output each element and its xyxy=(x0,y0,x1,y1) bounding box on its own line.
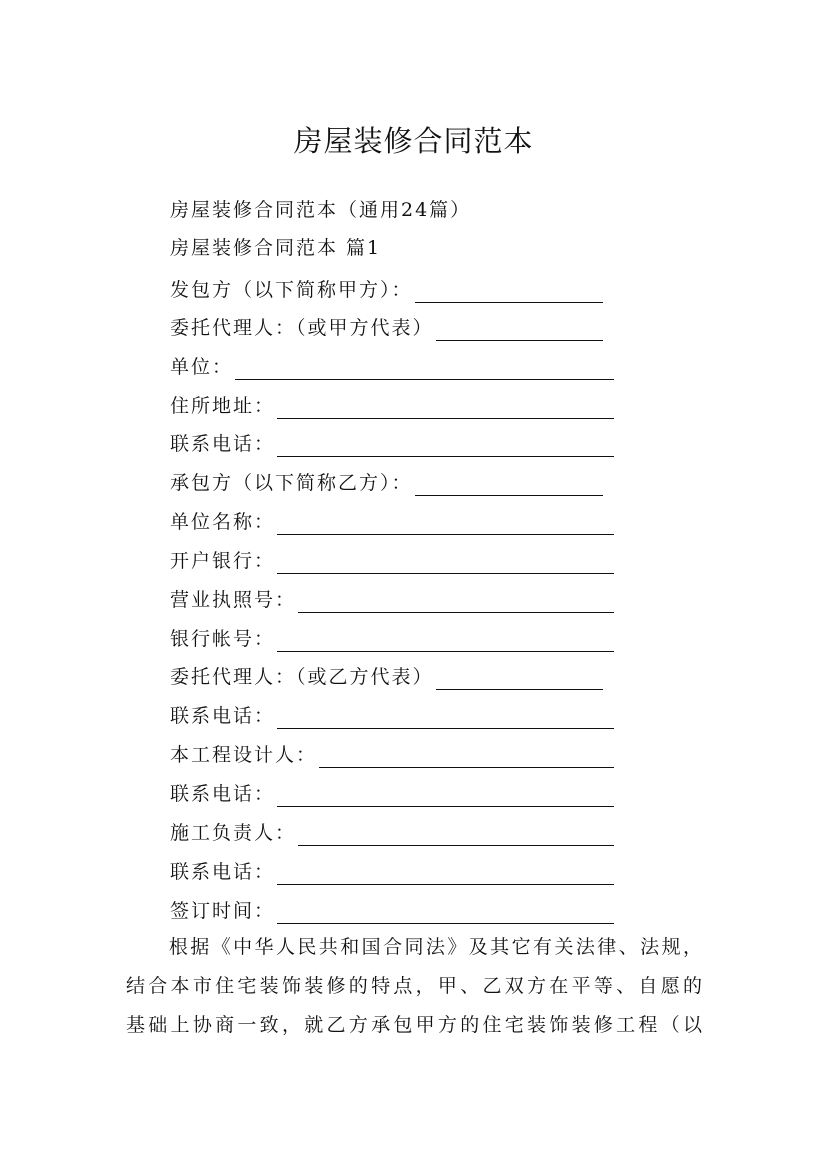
field-row xyxy=(170,739,614,771)
field-row xyxy=(170,700,614,732)
field-label: 委托代理人：（或乙方代表） xyxy=(170,666,434,688)
field-label: 施工负责人： xyxy=(170,822,297,844)
field-label: 住所地址： xyxy=(170,395,276,417)
field-row xyxy=(170,817,614,849)
body-line: 结合本市住宅装饰装修的特点，甲、乙双方在平等、自愿的 xyxy=(126,975,704,997)
field-blank[interactable] xyxy=(277,903,614,924)
field-blank[interactable] xyxy=(277,398,614,419)
field-label: 单位： xyxy=(170,356,234,378)
field-label: 开户银行： xyxy=(170,550,276,572)
document-title: 房屋装修合同范本 xyxy=(293,124,534,159)
section-heading: 房屋装修合同范本 篇1 xyxy=(170,237,382,259)
field-label: 单位名称： xyxy=(170,511,276,533)
field-label: 签订时间： xyxy=(170,900,276,922)
field-blank[interactable] xyxy=(235,359,614,380)
field-label: 联系电话： xyxy=(170,433,276,455)
field-label: 联系电话： xyxy=(170,861,276,883)
field-row xyxy=(170,856,614,888)
field-blank[interactable] xyxy=(415,475,603,496)
field-blank[interactable] xyxy=(319,747,614,768)
field-row xyxy=(170,778,614,810)
field-blank[interactable] xyxy=(277,631,614,652)
field-blank[interactable] xyxy=(277,708,614,729)
field-label: 发包方（以下简称甲方）： xyxy=(170,279,413,301)
field-blank[interactable] xyxy=(415,282,603,303)
field-blank[interactable] xyxy=(298,825,614,846)
field-row xyxy=(170,390,614,422)
document-subtitle: 房屋装修合同范本（通用24篇） xyxy=(170,199,472,221)
field-row xyxy=(170,467,603,499)
field-blank[interactable] xyxy=(436,320,603,341)
field-row xyxy=(170,661,603,693)
field-row xyxy=(170,895,614,927)
field-blank[interactable] xyxy=(277,514,614,535)
field-blank[interactable] xyxy=(298,592,614,613)
field-row xyxy=(170,351,614,383)
body-line: 根据《中华人民共和国合同法》及其它有关法律、法规， xyxy=(126,936,704,958)
body-paragraph xyxy=(126,928,704,1045)
field-label: 承包方（以下简称乙方）： xyxy=(170,472,413,494)
field-row xyxy=(170,623,614,655)
field-label: 委托代理人：（或甲方代表） xyxy=(170,317,434,339)
field-blank[interactable] xyxy=(436,669,603,690)
field-blank[interactable] xyxy=(277,786,614,807)
field-blank[interactable] xyxy=(277,553,614,574)
field-row xyxy=(170,506,614,538)
field-row xyxy=(170,584,614,616)
field-label: 联系电话： xyxy=(170,783,276,805)
field-row xyxy=(170,428,614,460)
field-blank[interactable] xyxy=(277,864,614,885)
field-row xyxy=(170,274,603,306)
body-line: 基础上协商一致，就乙方承包甲方的住宅装饰装修工程（以 xyxy=(126,1014,704,1036)
field-blank[interactable] xyxy=(277,436,614,457)
field-row xyxy=(170,312,603,344)
field-label: 本工程设计人： xyxy=(170,744,318,766)
field-label: 银行帐号： xyxy=(170,628,276,650)
field-label: 联系电话： xyxy=(170,705,276,727)
field-label: 营业执照号： xyxy=(170,589,297,611)
field-row xyxy=(170,545,614,577)
